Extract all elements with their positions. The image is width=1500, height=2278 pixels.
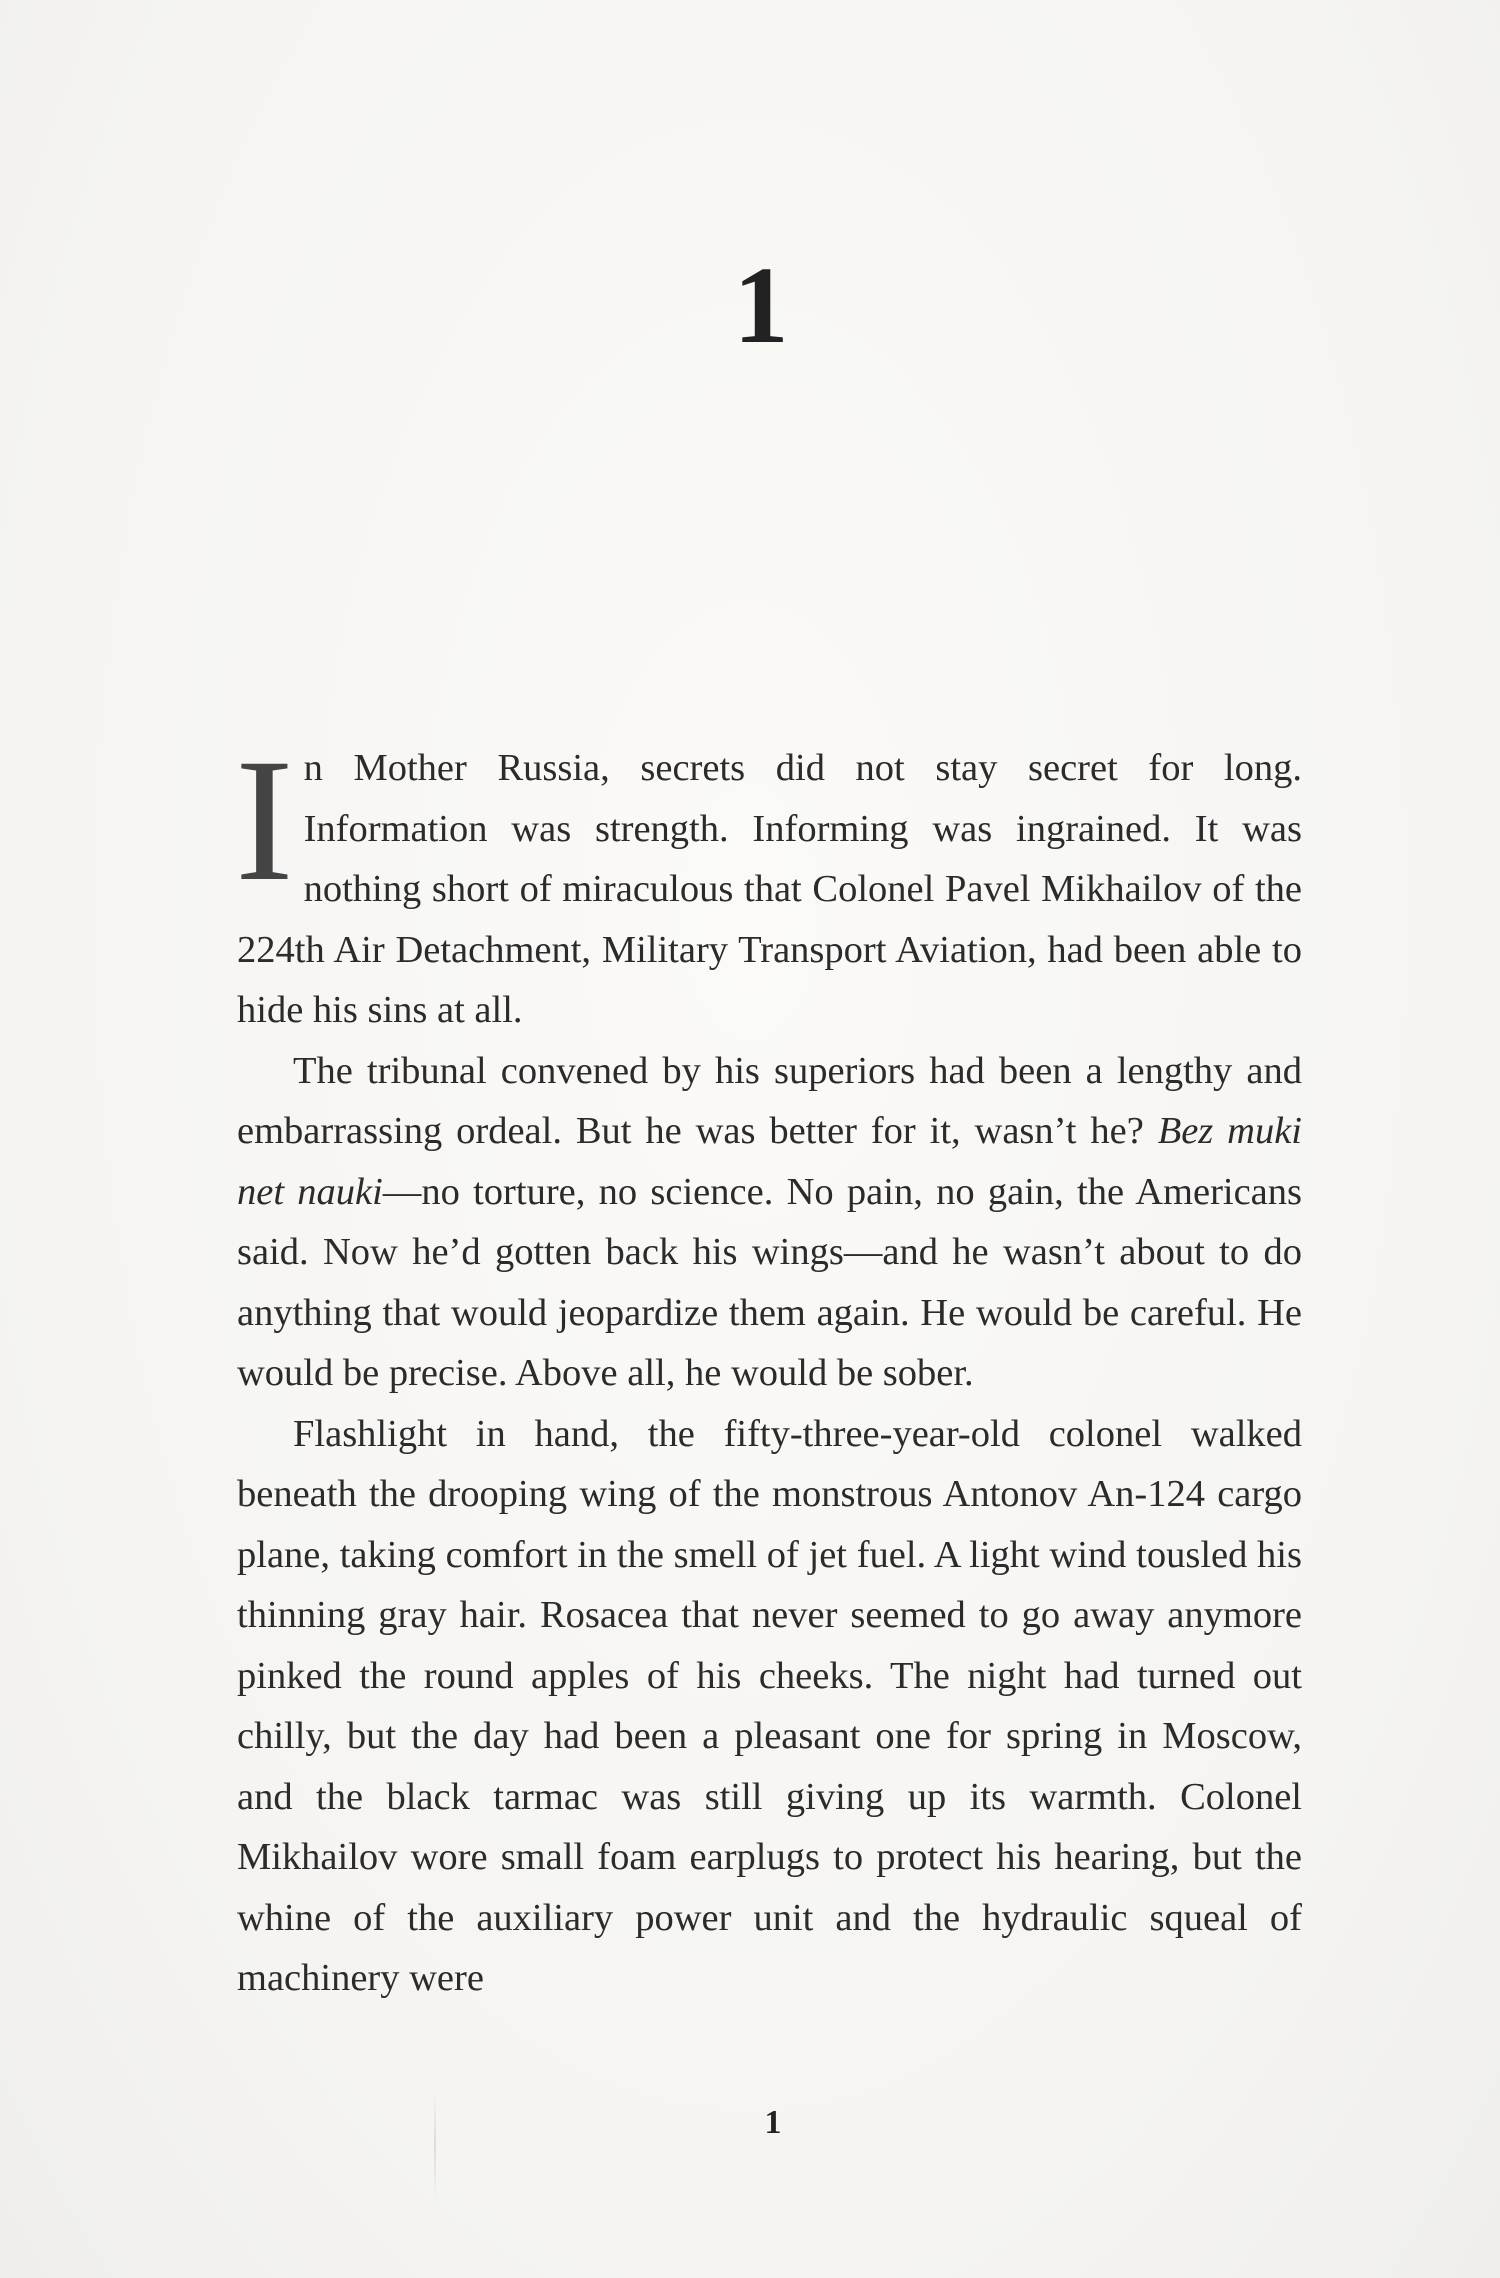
paragraph-3: Flashlight in hand, the fifty-three-year-old colonel walked beneath the drooping wing of the monstrous Antonov An-124 cargo plane, taking comfort in the smell of jet fuel. A light wind tousled his thinning gray hair. Rosacea that never seemed to go away anymore pinked the round apples of his cheeks. The night had turned out chilly, but the day had been a pleasant one for spring in Moscow, and the black tarmac was still giving up its warmth. Colonel Mikhailov wore small foam earplugs to protect his hearing, but the whine of the auxiliary power unit and the hydraulic squeal of machinery were	[237, 1412, 1302, 1999]
paragraph-2-text-a: The tribunal convened by his superiors had been a lengthy and embarrassing ordeal. But he was better for it, wasn’t he?	[237, 1049, 1302, 1152]
paragraph-2-text-b: —no torture, no science. No pain, no gain, the Americans said. Now he’d gotten back his wings—and he wasn’t about to do anything that would jeopardize them again. He would be careful. He would be precise. Above all, he would be sober.	[237, 1170, 1302, 1394]
chapter-body	[235, 723, 1302, 2009]
page-number: 1	[764, 2104, 782, 2141]
paragraph-2	[237, 1041, 1302, 1404]
paragraph-2-italic-phrase: Bez muki net nauki	[237, 1110, 1302, 1213]
paragraph-1	[235, 723, 1302, 1041]
drop-cap: I	[235, 723, 294, 918]
paragraph-1-text: n Mother Russia, secrets did not stay secret for long. Information was strength. Informing was ingrained. It was nothing short of miraculous that Colonel Pavel Mikhailov of the 224th Air Detachment, Military Transport Aviation, had been able to hide his sins at all.	[237, 747, 1302, 1031]
chapter-number: 1	[733, 244, 789, 366]
